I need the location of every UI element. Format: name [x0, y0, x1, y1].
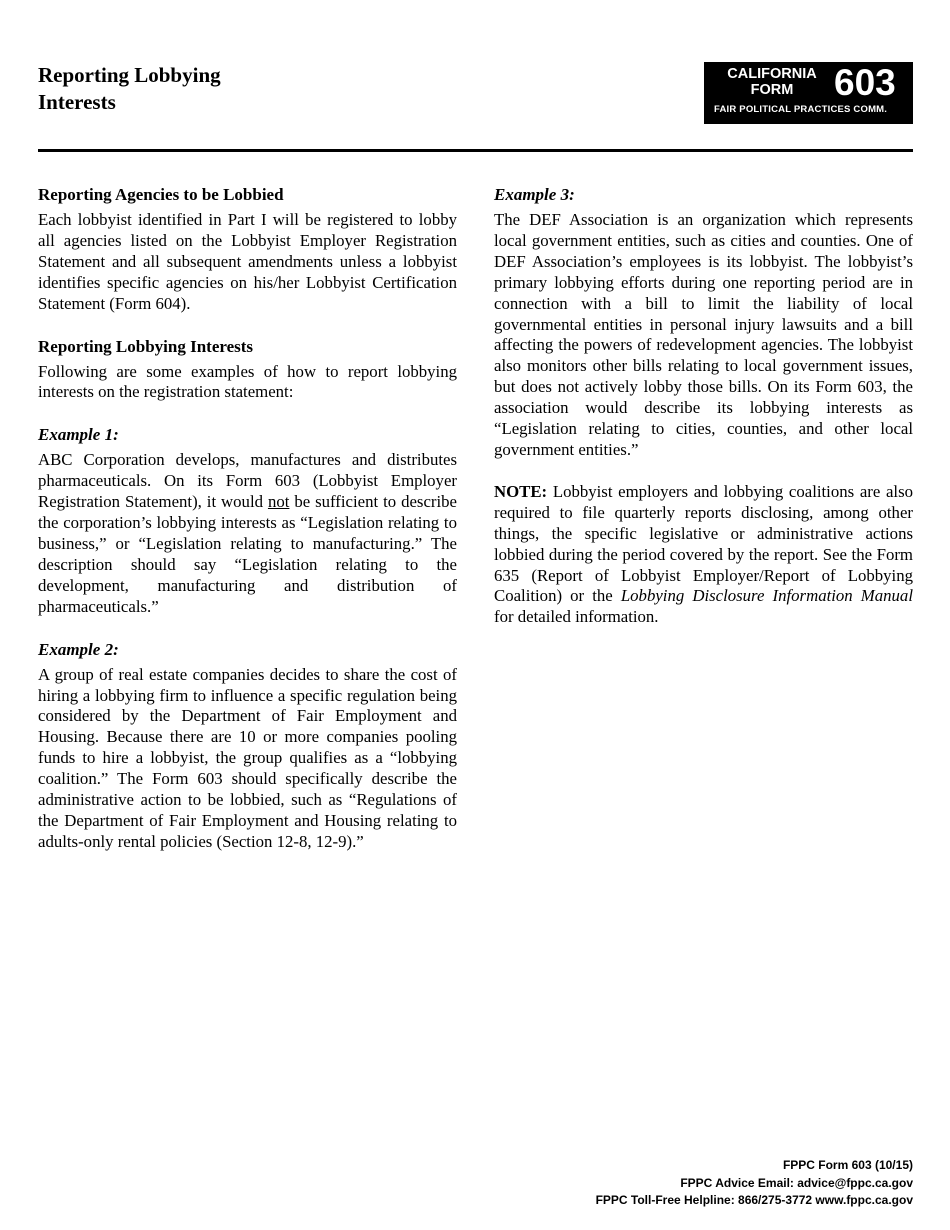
header-divider: [38, 149, 913, 152]
footer-email: FPPC Advice Email: advice@fppc.ca.gov: [680, 1175, 913, 1190]
section-text-agencies: Each lobbyist identified in Part I will be registered to lobby all agencies listed on the Lobbyist Employer Registration Statement and all subsequent amendments unless a lobbyist identifies specific agencies on his/her Lobbyist Certification Statement (Form 604).: [38, 210, 457, 313]
note-text-a: Lobbyist employers and lobbying coalitions are also required to file quarterly reports disclosing, among other things, the specific legislative or administrative actions lobbied during the period covered by the report. See the Form 635 (Report of Lobbyist Employer/Report of Lobbying Coalition) or the: [494, 481, 913, 606]
section-text-interests: Following are some examples of how to report lobbying interests on the registration statement:: [38, 361, 457, 402]
manual-title: Lobbying Disclosure Information Manual: [620, 586, 913, 606]
example-1-text: [38, 450, 457, 617]
section-heading-interests: Reporting Lobbying Interests: [38, 336, 254, 356]
form-badge: [704, 62, 913, 124]
title-line-1: Reporting Lobbying: [38, 63, 221, 87]
example-1-emphasis: not: [267, 492, 290, 512]
footer-helpline: FPPC Toll-Free Helpline: 866/275-3772 www.fppc.ca.gov: [595, 1193, 913, 1207]
badge-form-number: 603: [834, 62, 896, 103]
right-column: [494, 184, 913, 628]
title-line-2: Interests: [38, 90, 116, 114]
example-2-text: A group of real estate companies decides to share the cost of hiring a lobbying firm to influence a specific regulation being considered by the Department of Fair Employment and Housing. Because there are 10 or more companies pooling funds to hire a lobbyist, the group qualifies as a “lobbying coalition.” The Form 603 should specifically describe the administrative action to be lobbied, such as “Regulations of the Department of Fair Employment and Housing relating to adults-only rental policies (Section 12-8, 12-9).”: [38, 664, 457, 851]
page-title: [38, 62, 338, 116]
note-paragraph: [494, 482, 913, 628]
note-label: NOTE:: [494, 481, 548, 501]
note-text-b: for detailed information.: [494, 607, 659, 627]
badge-agency: FAIR POLITICAL PRACTICES COMM.: [714, 104, 888, 115]
example-1-text-a: ABC Corporation develops, manufactures and distributes pharmaceuticals. On its Form 603 (Lobbyist Employer Registration Statement), it would: [38, 450, 457, 512]
footer-form-id: FPPC Form 603 (10/15): [782, 1158, 913, 1172]
page-footer: [596, 1157, 913, 1210]
example-3-text: The DEF Association is an organization which represents local government entities, such as cities and counties. One of DEF Association’s employees is its lobbyist. The lobbyist’s primary lobbying efforts during one reporting period are in connection with a bill to limit the liability of local governmental entities in personal injury lawsuits and a bill affecting the powers of redevelopment agencies. The lobbyist also monitors other bills relating to local government issues, but does not actively lobby those bills. On its Form 603, the association would describe its lobbying interests as “Legislation relating to cities, counties, and other local government entities.”: [494, 210, 913, 459]
badge-form-label: FORM: [750, 82, 794, 98]
example-1-heading: Example 1:: [38, 425, 119, 445]
badge-state-label: CALIFORNIA: [727, 66, 817, 82]
example-2-heading: Example 2:: [38, 639, 119, 659]
example-1-text-b: be sufficient to describe the corporation’s lobbying interests as “Legislation relating to business,” or “Legislation relating to manufacturing.” The description should say “Legislation relating to the development, manufacturing and distribution of pharmaceuticals.”: [38, 492, 457, 616]
badge-state: [718, 66, 826, 98]
example-3-heading: Example 3:: [494, 185, 575, 204]
left-column: [38, 184, 457, 853]
section-heading-agencies: Reporting Agencies to be Lobbied: [38, 185, 284, 204]
